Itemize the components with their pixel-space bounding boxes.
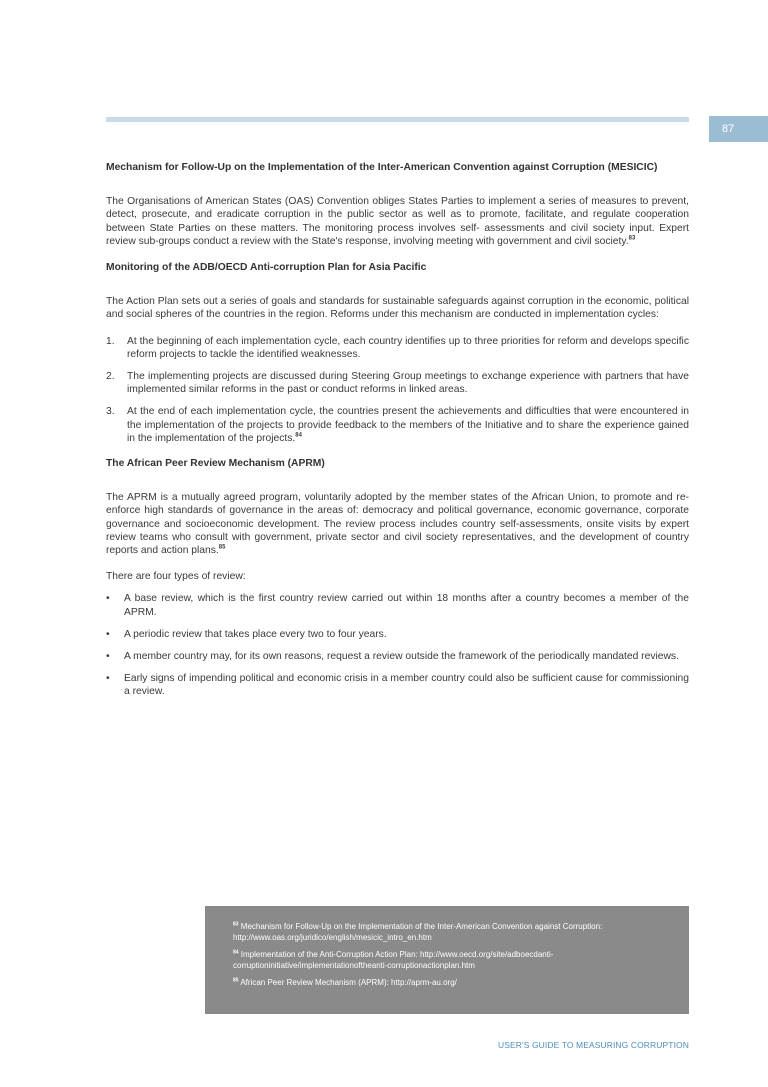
footnote: $^{83}$ Mechanism for Follow-Up on the Implementation of the Inter-American Convention against Corruption: http://www.oas.org/juridico/english/mesicic_intro_en.htm xyxy=(233,921,603,942)
section-heading-mesicic: Mechanism for Follow-Up on the Implementation of the Inter-American Convention against Corruption (MESICIC) xyxy=(106,162,658,173)
footnote: $^{84}$ Implementation of the Anti-Corruption Action Plan: http://www.oecd.org/site/adboecdanti-corruptioninitiative/implementationoftheanti-corruptionactionplan.htm xyxy=(233,949,554,970)
footnote: $^{85}$ African Peer Review Mechanism (APRM): http://aprm-au.org/ xyxy=(233,977,457,987)
section-paragraph: The APRM is a mutually agreed program, voluntarily adopted by the member states of the African Union, to promote and re-enforce high standards of governance in the areas of: democracy and political governance, economic governance, corporate governance and socioeconomic development. The review process includes country self-assessments, onsite visits by expert review teams who consult with government, private sector and civil society representatives, and the development of country reports and action plans.$^{85}$ xyxy=(106,492,689,557)
section-paragraph: There are four types of review: xyxy=(106,571,246,583)
footnote-ref[interactable]: 84 xyxy=(295,432,302,439)
page-number: 87 xyxy=(709,116,768,142)
footnote-ref[interactable]: 85 xyxy=(218,544,226,551)
footnote-ref[interactable]: 83 xyxy=(628,235,636,242)
review-types-list xyxy=(106,592,689,698)
section-heading-aprm: The African Peer Review Mechanism (APRM) xyxy=(106,458,325,470)
list-item: • A base review, which is the first country review carried out within 18 months after a country becomes a member of the APRM. xyxy=(106,593,689,618)
implementation-steps-list xyxy=(106,335,689,445)
list-item: • Early signs of impending political and economic crisis in a member country could also be sufficient cause for commissioning a review. xyxy=(106,673,689,698)
list-item: • A periodic review that takes place every two to four years. xyxy=(106,628,387,640)
running-footer-title: USER'S GUIDE TO MEASURING CORRUPTION xyxy=(498,1040,689,1050)
section-paragraph: The Organisations of American States (OAS) Convention obliges States Parties to implement a series of measures to prevent, detect, prosecute, and eradicate corruption in the public sector as well as to promote, facilitate, and regulate cooperation between State Parties on these matters. The monitoring process involves self- assessments and civil society input. Expert review sub-groups conduct a review with the State's response, involving meeting with government and civil society.$^{83}$ xyxy=(106,196,689,247)
header-rule xyxy=(106,117,689,122)
main-content xyxy=(106,161,689,710)
footnotes-box xyxy=(205,906,689,1014)
list-item: 3. At the end of each implementation cycle, the countries present the achievements and difficulties that were encountered in the implementation of the projects to provide feedback to the members of the Initiative and to share the experience gained in the implementation of the projects.$^{84}$ xyxy=(106,406,689,444)
section-paragraph: The Action Plan sets out a series of goals and standards for sustainable safeguards against corruption in the economic, political and social spheres of the countries in the region. Reforms under this mechanism are conducted in implementation cycles: xyxy=(106,296,689,321)
list-item: 2. The implementing projects are discussed during Steering Group meetings to exchange experience with partners that have implemented similar reforms in the past or conduct reforms in linked areas. xyxy=(106,371,689,396)
section-heading-adb-oecd: Monitoring of the ADB/OECD Anti-corruption Plan for Asia Pacific xyxy=(106,262,427,274)
list-item: • A member country may, for its own reasons, request a review outside the framework of the periodically mandated reviews. xyxy=(106,651,679,663)
list-item: 1. At the beginning of each implementation cycle, each country identifies up to three priorities for reform and develops specific reform projects to tackle the identified weaknesses. xyxy=(106,335,689,360)
